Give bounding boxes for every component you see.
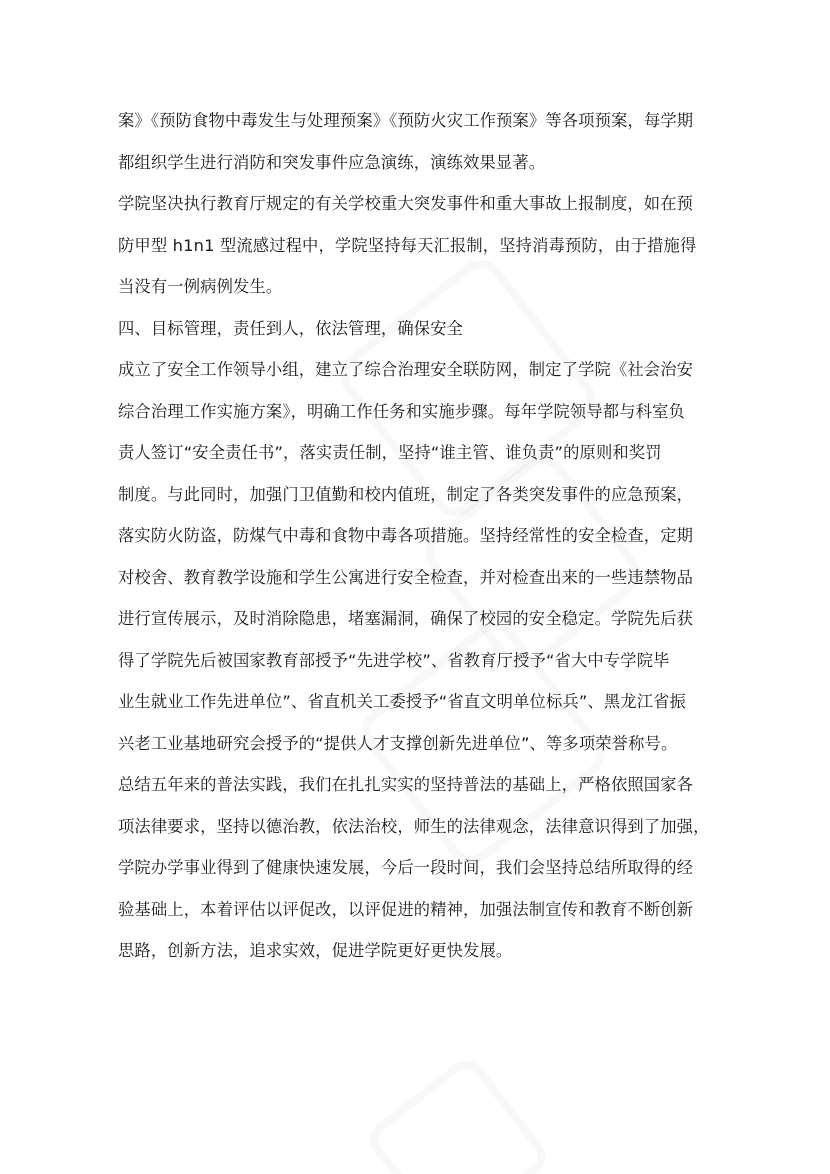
text-line: 得了学院先后被国家教育部授予“先进学校”、省教育厅授予“省大中专学院毕 — [118, 650, 670, 670]
text-line: 都组织学生进行消防和突发事件应急演练，演练效果显著。 — [118, 152, 546, 172]
text-line: 学院坚决执行教育厅规定的有关学校重大突发事件和重大事故上报制度，如在预 — [118, 194, 694, 213]
text-line: 总结五年来的普法实践，我们在扎扎实实的坚持普法的基础上，严格依照国家各 — [118, 775, 694, 794]
text-line: 业生就业工作先进单位”、省直机关工委授予“省直文明单位标兵”、黑龙江省振 — [118, 692, 686, 711]
text-line: 项法律要求，坚持以德治教，依法治校，师生的法律观念，法律意识得到了加强， — [118, 816, 710, 836]
text-line: 兴老工业基地研究会授予的“提供人才支撑创新先进单位”、等多项荣誉称号。 — [118, 733, 678, 753]
text-line: 案》《预防食物中毒发生与处理预案》《预防火灾工作预案》等各项预案，每学期 — [118, 111, 694, 130]
text-line: 进行宣传展示，及时消除隐患，堵塞漏洞，确保了校园的安全稳定。学院先后获 — [118, 609, 694, 628]
text-line: 成立了安全工作领导小组，建立了综合治理安全联防网，制定了学院《社会治安 — [118, 360, 694, 379]
watermark-logo-bottom — [360, 1060, 540, 1174]
text-line: 落实防火防盗，防煤气中毒和食物中毒各项措施。坚持经常性的安全检查，定期 — [118, 526, 694, 545]
text-line: 责人签订“安全责任书”，落实责任制，坚持“谁主管、谁负责”的原则和奖罚 — [118, 443, 662, 462]
text-line: 验基础上，本着评估以评促改，以评促进的精神，加强法制宣传和教育不断创新 — [118, 899, 694, 919]
text-line: 防甲型 h1n1 型流感过程中，学院坚持每天汇报制，坚持消毒预防，由于措施得 — [118, 235, 697, 255]
text-line: 当没有一例病例发生。 — [118, 277, 283, 296]
section-heading: 四、目标管理，责任到人，依法管理，确保安全 — [118, 318, 464, 338]
text-line: 对校舍、教育教学设施和学生公寓进行安全检查，并对检查出来的一些违禁物品 — [118, 567, 694, 587]
watermark-shape — [363, 1053, 554, 1174]
text-line: 思路，创新方法，追求实效，促进学院更好更快发展。 — [118, 941, 513, 960]
text-line: 学院办学事业得到了健康快速发展，今后一段时间，我们会坚持总结所取得的经 — [118, 858, 694, 877]
text-line: 综合治理工作实施方案》，明确工作任务和实施步骤。每年学院领导都与科室负 — [118, 401, 685, 421]
text-line: 制度。与此同时，加强门卫值勤和校内值班，制定了各类突发事件的应急预案， — [118, 484, 694, 504]
document-body — [118, 100, 718, 972]
